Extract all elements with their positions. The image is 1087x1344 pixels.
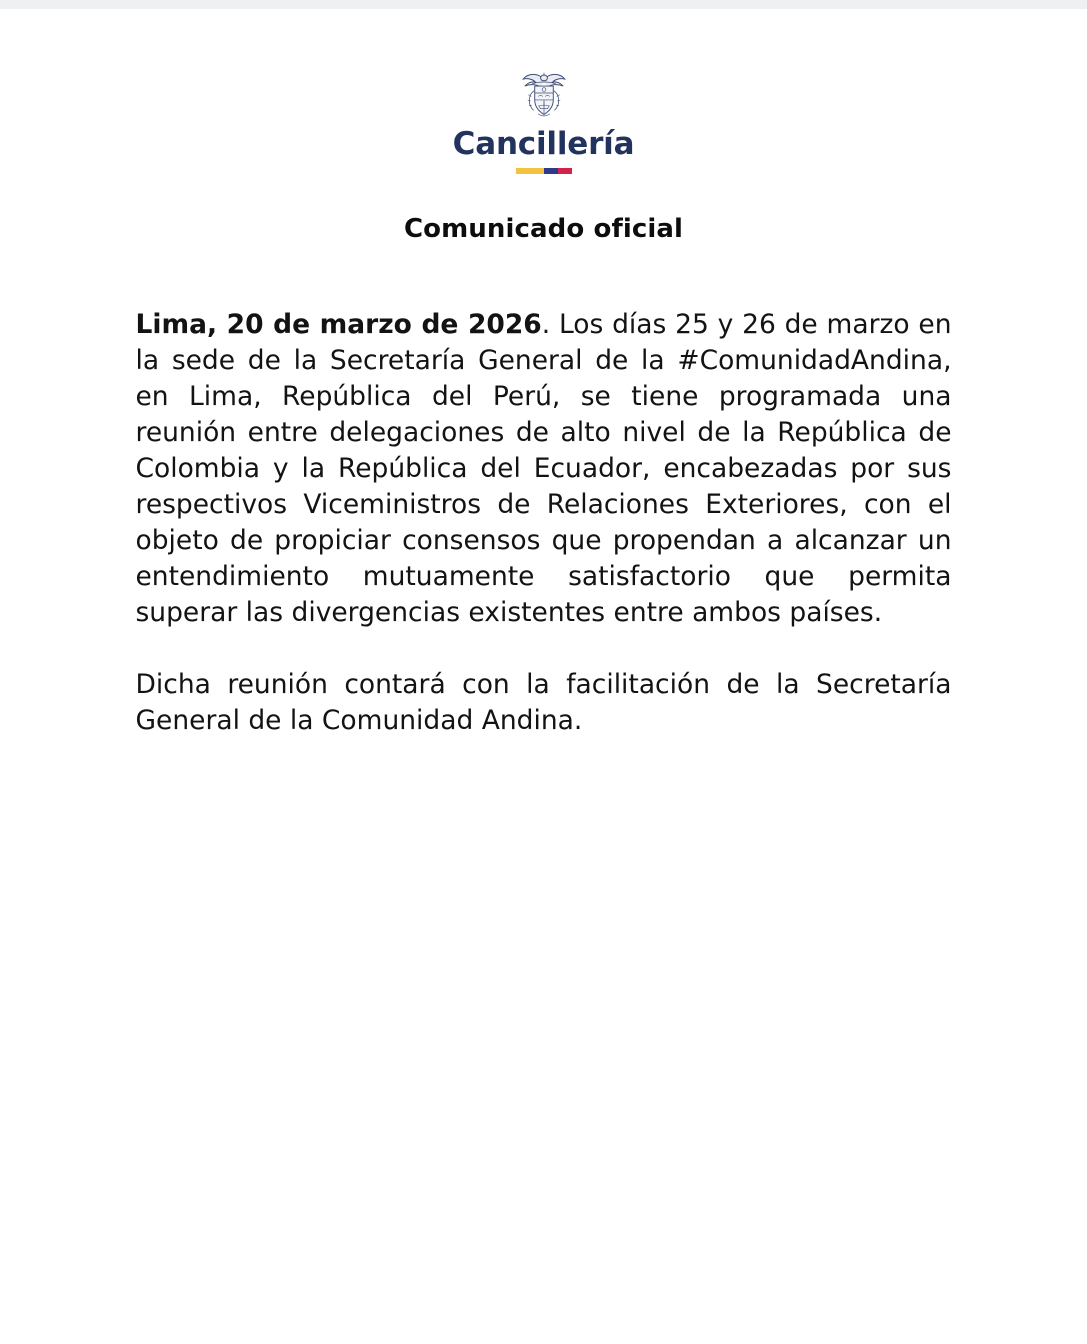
top-gray-band [0, 0, 1087, 9]
brand-name: Cancillería [452, 126, 635, 162]
flag-segment-yellow [516, 168, 544, 174]
paragraph-1-text: . Los días 25 y 26 de marzo en la sede de la Secretaría General de la #ComunidadAndina, en Lima, República del Perú, se tiene programada una reunión entre delegaciones de alto nivel de la República de Colombia y la República del Ecuador, encabezadas por sus respectivos Viceministros de Relaciones Exteriores, con el objeto de propiciar consensos que propendan a alcanzar un entendimiento mutuamente satisfactorio que permita superar las divergencias existentes entre ambos países. [135, 308, 952, 628]
page-title: Comunicado oficial [403, 213, 684, 244]
header-logo-block [0, 9, 1087, 174]
paragraph-1 [136, 307, 952, 631]
colombia-flag-bar-icon [516, 168, 572, 174]
paragraph-2 [136, 667, 952, 739]
document-page [0, 9, 1087, 1344]
statement-body [136, 261, 952, 739]
paragraph-2-text: Dicha reunión contará con la facilitación de la Secretaría General de la Comunidad Andina. [135, 668, 952, 736]
flag-segment-blue [544, 168, 558, 174]
colombia-coat-of-arms-icon [515, 64, 573, 122]
flag-segment-red [558, 168, 572, 174]
dateline: Lima, 20 de marzo de 2026 [135, 308, 542, 340]
